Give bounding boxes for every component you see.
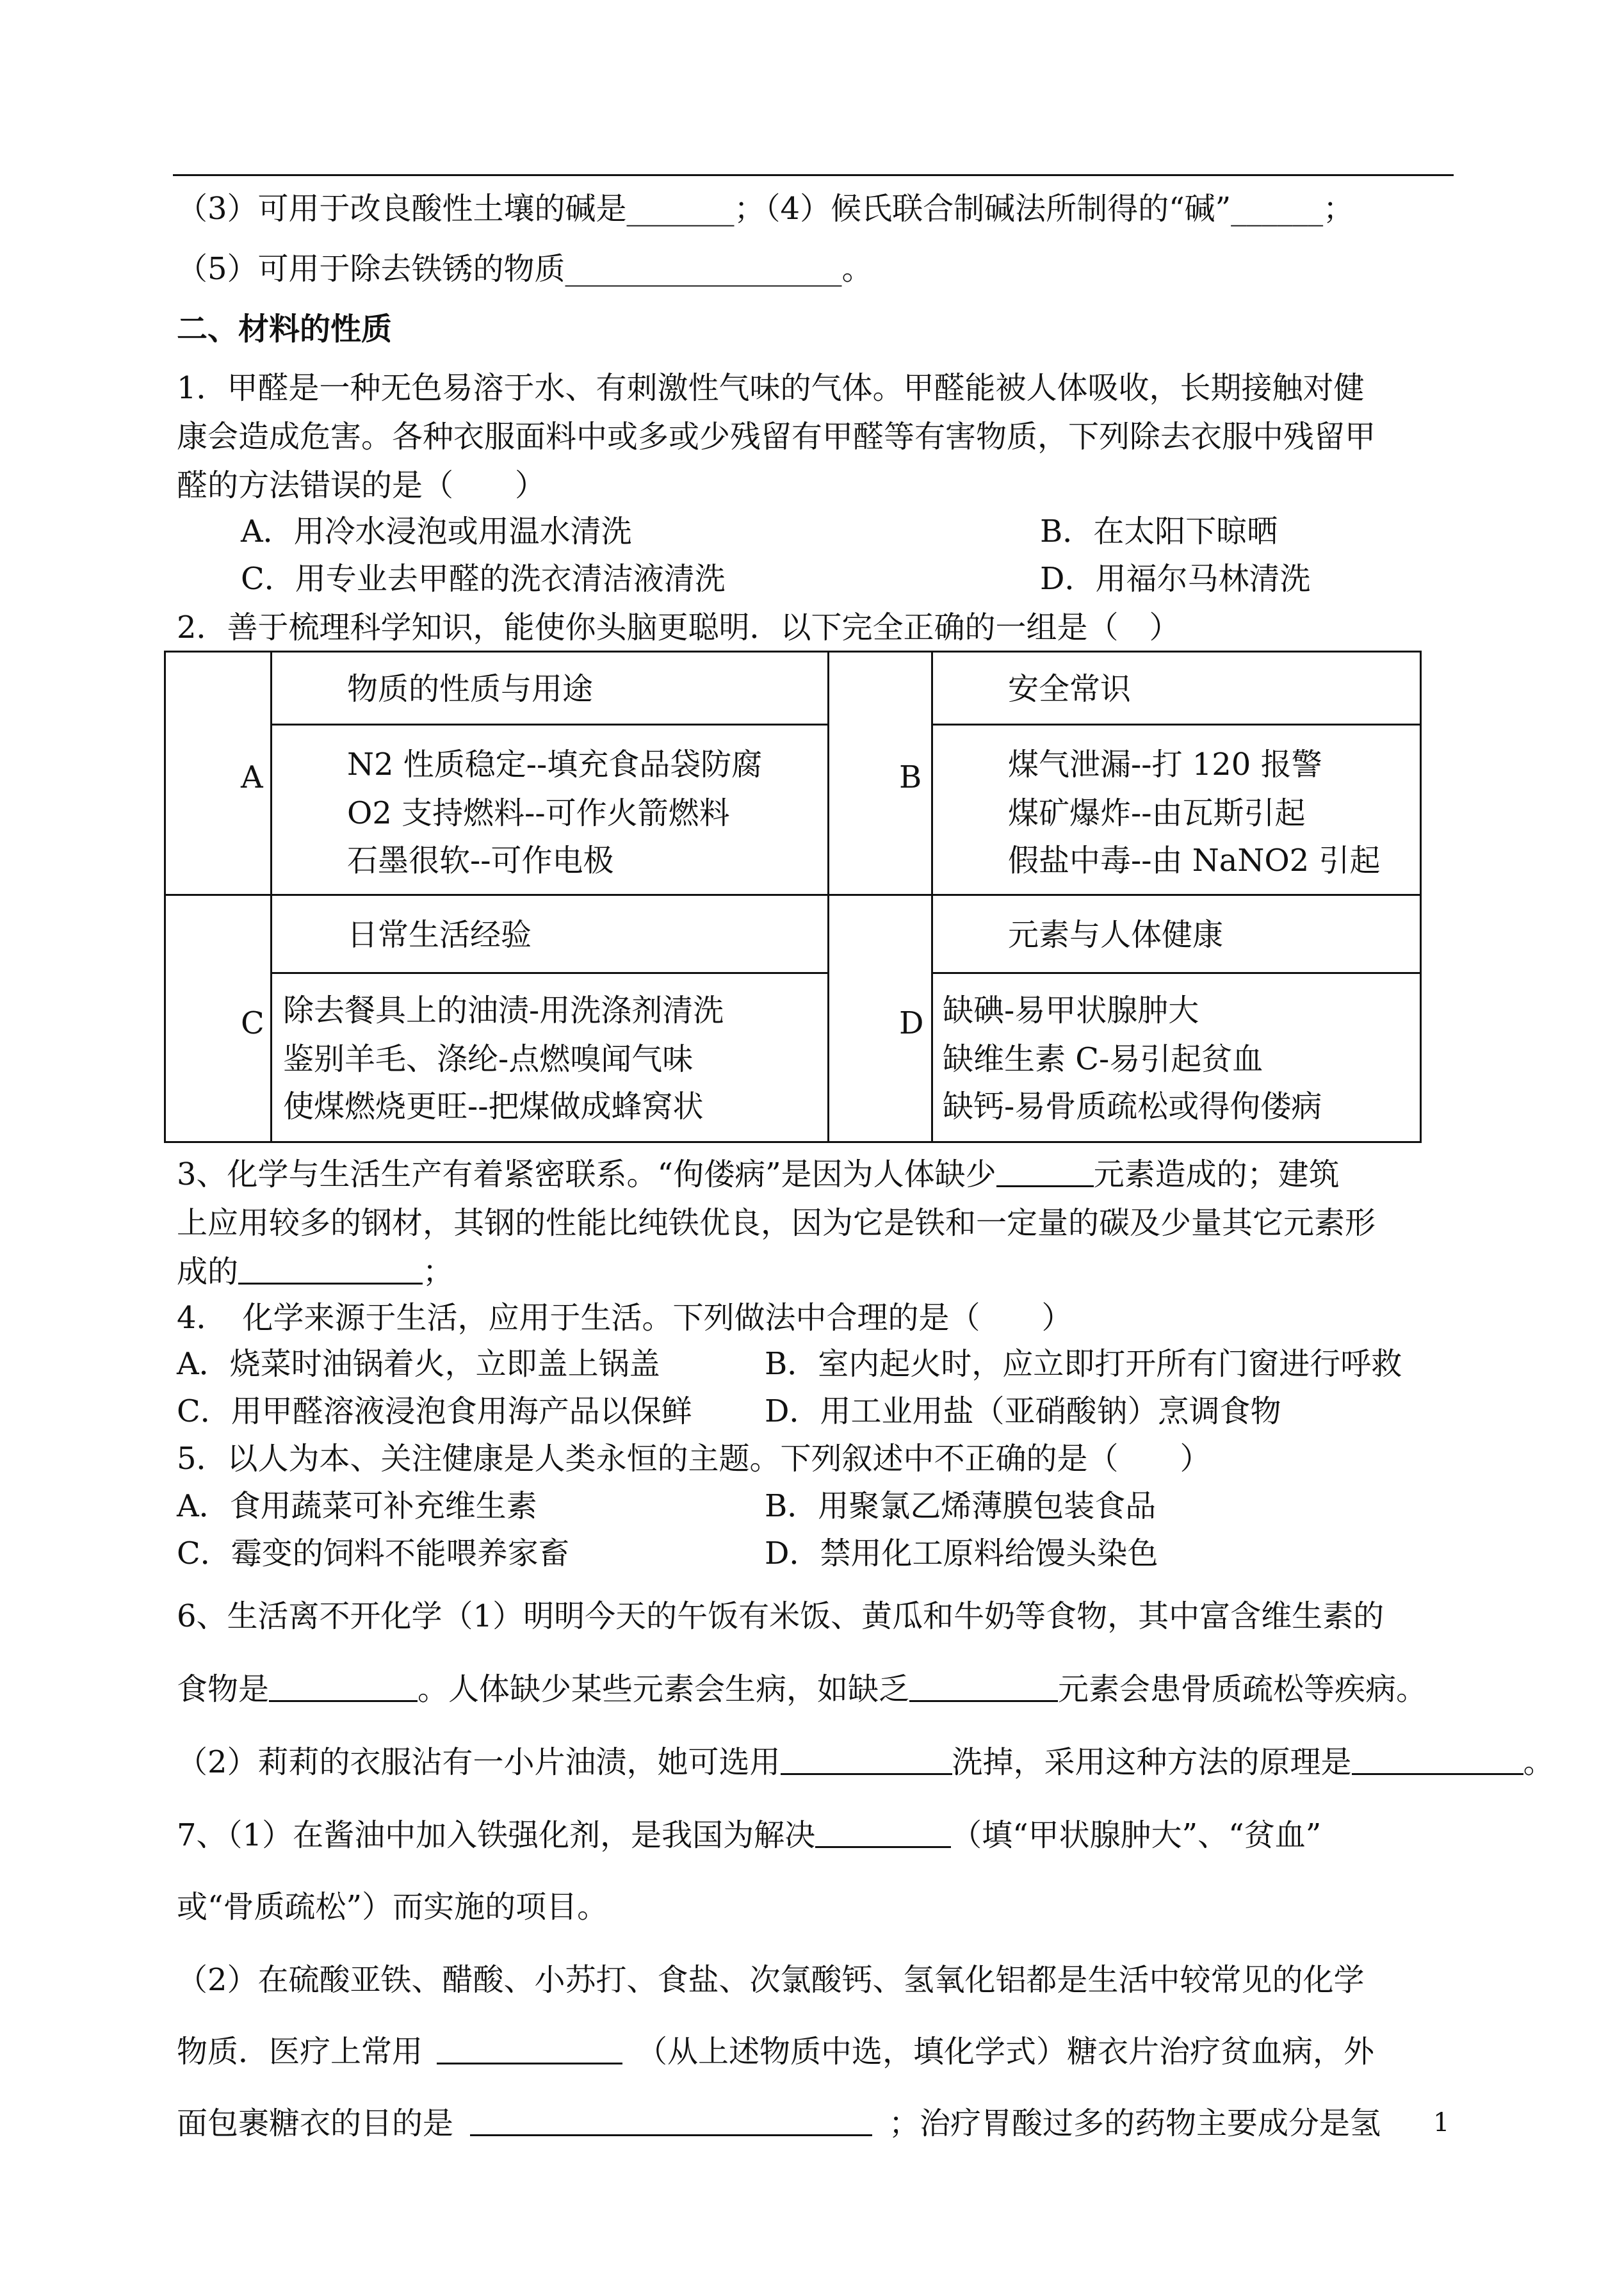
text: （5）可用于除去铁锈的物质 [177, 251, 565, 287]
line-3-4 [177, 191, 1354, 227]
answer-blank[interactable] [815, 1821, 951, 1848]
cell-letter-b: B [899, 759, 922, 795]
cell-item: 除去餐具上的油渍-用洗涤剂清洗 [283, 993, 724, 1028]
text: ；治疗胃酸过多的药物主要成分是氢 [889, 2105, 1381, 2141]
blank-underscore[interactable]: __________________ [565, 251, 842, 287]
q7-line-1 [177, 1817, 1322, 1853]
q1-line-1: 1．甲醛是一种无色易溶于水、有刺激性气味的气体。甲醛能被人体吸收，长期接触对健 [177, 370, 1365, 406]
cell-header-c: 日常生活经验 [347, 917, 532, 953]
cell-header-b: 安全常识 [1008, 671, 1132, 707]
blank-underscore[interactable]: ______ [1231, 191, 1324, 227]
q6-line-3 [177, 1744, 1554, 1780]
text: ； [423, 1254, 454, 1290]
q4-option-c: C．用甲醛溶液浸泡食用海产品以保鲜 [177, 1393, 692, 1429]
q1-line-2: 康会造成危害。各种衣服面料中或多或少残留有甲醛等有害物质，下列除去衣服中残留甲 [177, 419, 1376, 455]
table-border-middle [164, 894, 1422, 896]
q4-option-a: A．烧菜时油锅着火，立即盖上锅盖 [177, 1346, 660, 1382]
q1-option-b: B．在太阳下晾晒 [1040, 514, 1278, 549]
header-rule [173, 174, 1454, 176]
answer-blank[interactable] [238, 1257, 423, 1285]
q1-option-a: A．用冷水浸泡或用温水清洗 [241, 514, 632, 549]
text: 7、（1）在酱油中加入铁强化剂，是我国为解决 [177, 1817, 816, 1853]
text: （3）可用于改良酸性土壤的碱是 [177, 191, 627, 227]
q4-stem: 4． 化学来源于生活，应用于生活。下列做法中合理的是（ ） [177, 1300, 1073, 1336]
text: ； [1323, 191, 1354, 227]
text: 面包裹糖衣的目的是 [177, 2105, 454, 2141]
q7-line-3: （2）在硫酸亚铁、醋酸、小苏打、食盐、次氯酸钙、氢氧化铝都是生活中较常见的化学 [177, 1962, 1365, 1998]
q5-option-b: B．用聚氯乙烯薄膜包装食品 [765, 1488, 1157, 1524]
answer-blank[interactable] [909, 1675, 1058, 1702]
q5-option-a: A．食用蔬菜可补充维生素 [177, 1488, 537, 1524]
answer-blank[interactable] [996, 1160, 1094, 1187]
line-5 [177, 251, 873, 287]
q7-line-5 [177, 2105, 1381, 2141]
text: 。人体缺少某些元素会生病，如缺乏 [418, 1671, 910, 1707]
q5-option-c: C．霉变的饲料不能喂养家畜 [177, 1536, 569, 1571]
cell-item: 使煤燃烧更旺--把煤做成蜂窝状 [283, 1089, 704, 1124]
answer-blank[interactable] [470, 2109, 872, 2136]
q6-line-1: 6、生活离不开化学（1）明明今天的午饭有米饭、黄瓜和牛奶等食物，其中富含维生素的 [177, 1598, 1384, 1634]
q3-line-3 [177, 1254, 454, 1290]
answer-blank[interactable] [269, 1675, 418, 1702]
cell-item: 煤矿爆炸--由瓦斯引起 [1008, 795, 1306, 831]
cell-item: 石墨很软--可作电极 [347, 843, 614, 879]
cell-item: 鉴别羊毛、涤纶-点燃嗅闻气味 [283, 1041, 694, 1077]
text: 洗掉，采用这种方法的原理是 [952, 1744, 1352, 1780]
cell-letter-c: C [241, 1005, 264, 1041]
table-header-line [270, 972, 829, 974]
q6-line-2 [177, 1671, 1427, 1707]
blank-underscore[interactable]: _______ [626, 191, 735, 227]
cell-item: O2 支持燃料--可作火箭燃料 [347, 795, 730, 831]
q4-option-b: B．室内起火时，应立即打开所有门窗进行呼救 [765, 1346, 1402, 1382]
section-heading: 二、材料的性质 [177, 311, 393, 347]
text: 元素造成的；建筑 [1093, 1156, 1340, 1192]
q3-line-1 [177, 1156, 1340, 1192]
q3-line-2: 上应用较多的钢材，其钢的性能比纯铁优良，因为它是铁和一定量的碳及少量其它元素形 [177, 1205, 1376, 1241]
cell-item: N2 性质稳定--填充食品袋防腐 [347, 747, 763, 783]
cell-header-a: 物质的性质与用途 [347, 671, 594, 707]
table-border-left [164, 651, 166, 1143]
q4-option-d: D．用工业用盐（亚硝酸钠）烹调食物 [765, 1393, 1281, 1429]
q2-stem: 2．善于梳理科学知识，能使你头脑更聪明．以下完全正确的一组是（ ） [177, 610, 1180, 645]
cell-letter-a: A [241, 759, 263, 795]
text: 。 [841, 251, 873, 287]
table-border-bottom [164, 1141, 1422, 1143]
table-border-top [164, 651, 1422, 653]
text: 食物是 [177, 1671, 270, 1707]
q7-line-4 [177, 2034, 1375, 2070]
q1-option-c: C．用专业去甲醛的洗衣清洁液清洗 [241, 561, 726, 597]
cell-item: 假盐中毒--由 NaNO2 引起 [1008, 843, 1381, 879]
text: （填“甲状腺肿大”、“贫血” [951, 1817, 1322, 1853]
text: 元素会患骨质疏松等疾病。 [1058, 1671, 1427, 1707]
answer-blank[interactable] [437, 2037, 622, 2064]
cell-item: 缺碘-易甲状腺肿大 [943, 993, 1199, 1028]
answer-blank[interactable] [1352, 1748, 1523, 1775]
text: 成的 [177, 1254, 239, 1290]
q5-option-d: D．禁用化工原料给馒头染色 [765, 1536, 1158, 1571]
cell-item: 缺维生素 C-易引起贫血 [943, 1041, 1263, 1077]
text: ；（4）候氏联合制碱法所制得的“碱” [734, 191, 1231, 227]
cell-item: 煤气泄漏--打 120 报警 [1008, 747, 1322, 783]
text: 。 [1523, 1744, 1554, 1780]
q1-line-3: 醛的方法错误的是（ ） [177, 467, 546, 503]
text: 物质．医疗上常用 [177, 2034, 423, 2070]
cell-header-d: 元素与人体健康 [1008, 917, 1224, 953]
text: （2）莉莉的衣服沾有一小片油渍，她可选用 [177, 1744, 781, 1780]
table-header-line [270, 724, 829, 726]
cell-item: 缺钙-易骨质疏松或得佝偻病 [943, 1089, 1322, 1124]
q7-line-2: 或“骨质疏松”）而实施的项目。 [177, 1889, 608, 1925]
answer-blank[interactable] [781, 1748, 952, 1775]
cell-letter-d: D [899, 1005, 924, 1041]
table-header-line [931, 724, 1422, 726]
text: 3、化学与生活生产有着紧密联系。“佝偻病”是因为人体缺少 [177, 1156, 996, 1192]
q5-stem: 5．以人为本、关注健康是人类永恒的主题。下列叙述中不正确的是（ ） [177, 1441, 1211, 1477]
page-number: 1 [1433, 2108, 1450, 2137]
table-header-line [931, 972, 1422, 974]
text: （从上述物质中选，填化学式）糖衣片治疗贫血病，外 [637, 2034, 1375, 2070]
q1-option-d: D．用福尔马林清洗 [1040, 561, 1311, 597]
